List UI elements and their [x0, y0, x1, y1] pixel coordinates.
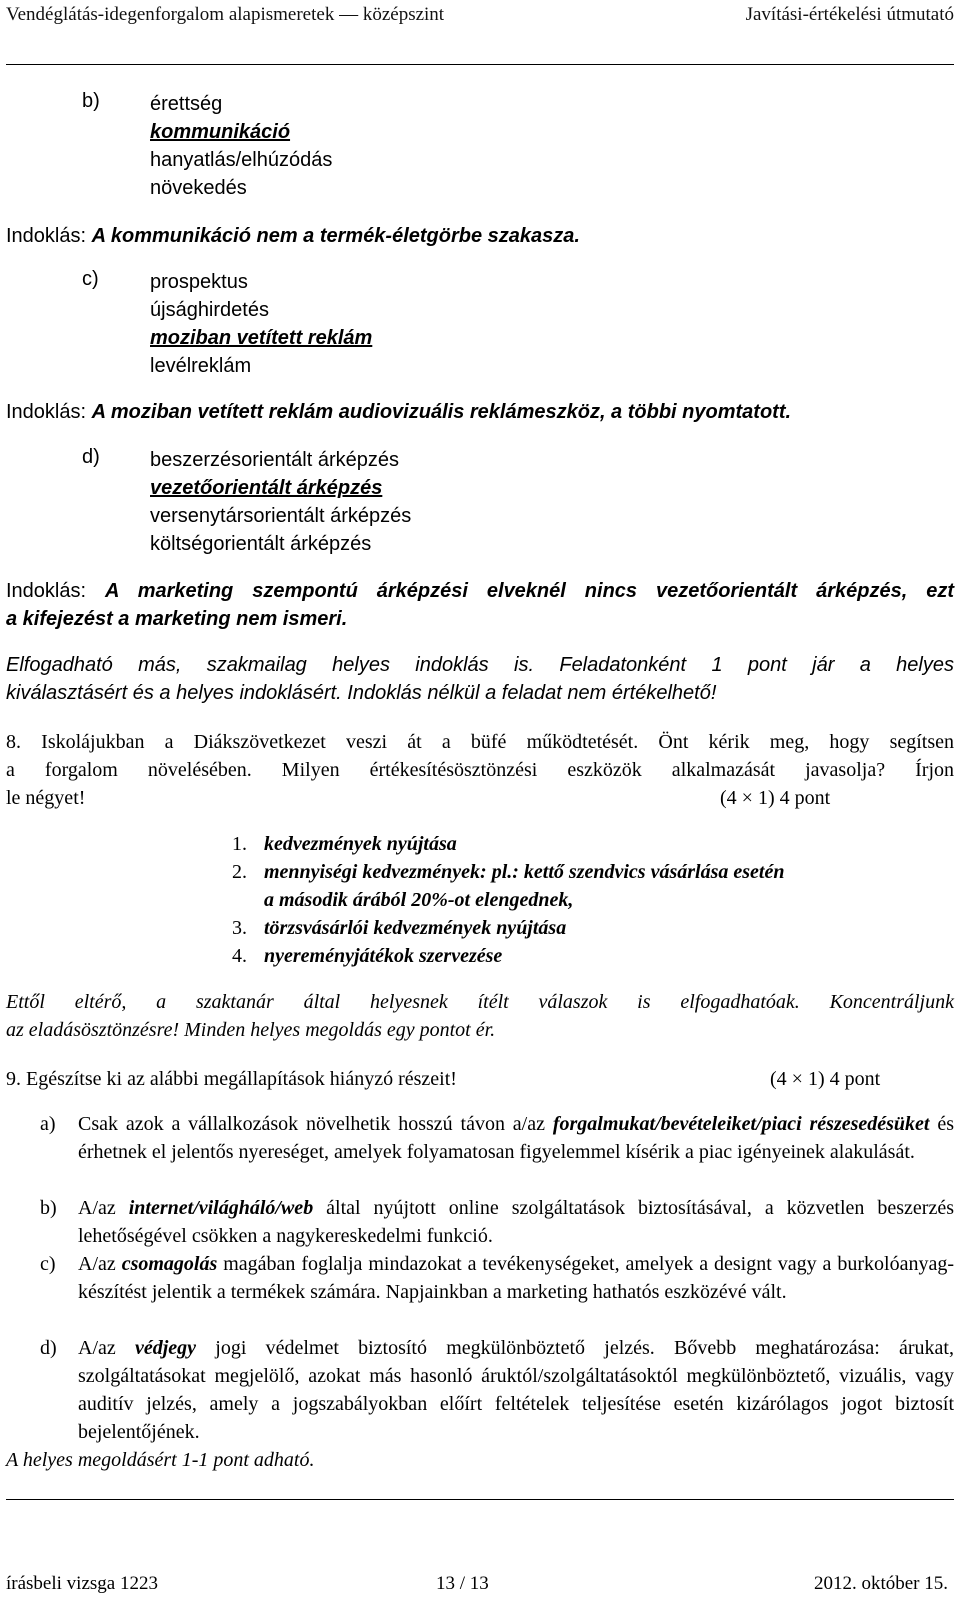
note-2-line-2: az eladásösztönzésre! Minden helyes megoldás egy pontot ér.: [6, 1019, 496, 1041]
footer-date: 2012. október 15.: [813, 1573, 948, 1594]
item-b-option-2-correct: kommunikáció: [150, 121, 291, 143]
note-1-line-1: Elfogadható más, szakmailag helyes indoklás is. Feladatonként 1 pont jár a helyes: [6, 654, 954, 676]
question-9-a-post: és érhetnek el jelentős nyereséget, amelyek folyamatosan figyelemmel kísérik a piac igényeinek alakulását.: [78, 1113, 954, 1163]
question-9-b-label: b): [40, 1197, 57, 1219]
answer-1-number: 1.: [232, 833, 247, 855]
item-c-options: [150, 268, 372, 380]
question-9-a-answer: forgalmukat/bevételeiket/piaci részesedésüket: [552, 1113, 930, 1135]
question-9-title: 9. Egészítse ki az alábbi megállapítások hiányzó részeit!: [6, 1068, 457, 1090]
question-9-title-row: [6, 1065, 954, 1093]
answer-4-number: 4.: [232, 945, 247, 967]
question-8-line-1: 8. Iskolájukban a Diákszövetkezet veszi át a büfé működtetését. Önt kérik meg, hogy segítsen: [6, 731, 954, 753]
question-9-d-pre: A/az: [78, 1337, 135, 1359]
item-c-option-4: levélreklám: [150, 355, 252, 377]
answer-3: [232, 914, 930, 942]
footer-exam-code: írásbeli vizsga 1223: [6, 1573, 158, 1594]
question-9-a-pre: Csak azok a vállalkozások növelhetik hosszú távon a/az: [78, 1113, 553, 1135]
question-9-d-answer: védjegy: [134, 1337, 197, 1359]
question-8-line-2: a forgalom növelésében. Milyen értékesítésösztönzési eszközök alkalmazását javasolja? Írjon: [6, 759, 954, 781]
question-9-item-c: [6, 1250, 954, 1306]
item-c-option-2: újsághirdetés: [150, 299, 269, 321]
question-8-points: (4 × 1) 4 pont: [720, 787, 831, 809]
item-b-reason-text: A kommunikáció nem a termék-életgörbe szakasza.: [91, 225, 580, 247]
footer-page-number: 13 / 13: [436, 1573, 489, 1594]
question-8-answers: [232, 830, 930, 970]
item-d-reason-text-1: A marketing szempontú árképzési elveknél nincs vezetőorientált árképzés, ezt: [105, 580, 955, 602]
item-d-label: d): [82, 446, 100, 468]
item-d-reason-line-1: [6, 577, 954, 605]
item-d-option-1: beszerzésorientált árképzés: [150, 449, 400, 471]
question-9-note: A helyes megoldásért 1-1 pont adható.: [6, 1449, 315, 1471]
question-9-d-post: jogi védelmet biztosító megkülönböztető jelzés. Bővebb meghatározása: árukat, szolgáltatásokat megjelölő, azokat más hasonló áruktól/szolgáltatásoktól megkülönböztető, vizuális, vagy auditív jelzés, amely a jogszabályokban előírt feltételek teljesítése esetén kizárólagos jogot biztosít bejelentőjének.: [78, 1337, 954, 1443]
question-8-line-3: [6, 784, 954, 812]
item-b-label: b): [82, 90, 100, 112]
header-subtitle: Javítási-értékelési útmutató: [745, 4, 954, 25]
note-1-line-2: kiválasztásért és a helyes indoklásért. Indoklás nélkül a feladat nem értékelhető!: [6, 682, 717, 704]
item-d-option-3: versenytársorientált árképzés: [150, 505, 412, 527]
footer-rule: [6, 1499, 954, 1500]
question-9-c-pre: A/az: [78, 1253, 122, 1275]
question-9-b-answer: internet/világháló/web: [128, 1197, 314, 1219]
answer-2: [232, 858, 930, 886]
question-9-b-post: által nyújtott online szolgáltatások biztosításával, a közvetlen beszerzés lehetőségével csökken a nagykereskedelmi funkció.: [78, 1197, 954, 1247]
item-b-option-3: hanyatlás/elhúzódás: [150, 149, 333, 171]
item-b-options: [150, 90, 332, 202]
answer-3-text: törzsvásárlói kedvezmények nyújtása: [264, 917, 567, 939]
item-c-label: c): [82, 268, 99, 290]
item-c-option-1: prospektus: [150, 271, 248, 293]
item-c-reason-prefix: Indoklás:: [6, 401, 87, 423]
question-9-points: (4 × 1) 4 pont: [770, 1068, 881, 1090]
item-c-reason-text: A moziban vetített reklám audiovizuális reklámeszköz, a többi nyomtatott.: [91, 401, 792, 423]
item-b-option-4: növekedés: [150, 177, 247, 199]
question-9-c-post: magában foglalja mindazokat a tevékenységeket, amelyek a designt vagy a burkolóanyag-készítést jelentik a termékek számára. Napjainkban a marketing hathatós eszközévé vált.: [78, 1253, 954, 1303]
answer-4-text: nyereményjátékok szervezése: [264, 945, 503, 967]
item-d-options: [150, 446, 411, 558]
question-9-a-label: a): [40, 1113, 56, 1135]
header-title: Vendéglátás-idegenforgalom alapismeretek — középszint: [6, 4, 445, 25]
answer-2-text-cont: a második árából 20%-ot elengednek,: [264, 889, 574, 911]
answer-1: [232, 830, 930, 858]
item-d-reason-line-2: a kifejezést a marketing nem ismeri.: [6, 608, 348, 630]
item-c-option-3-correct: moziban vetített reklám: [150, 327, 373, 349]
item-b-option-1: érettség: [150, 93, 223, 115]
question-9-c-label: c): [40, 1253, 56, 1275]
item-b-reason-prefix: Indoklás:: [6, 225, 87, 247]
question-8-line-3-text: le négyet!: [6, 787, 86, 809]
item-d-option-4: költségorientált árképzés: [150, 533, 372, 555]
item-b-reason: [6, 222, 954, 250]
answer-1-text: kedvezmények nyújtása: [264, 833, 457, 855]
question-9-b-pre: A/az: [78, 1197, 129, 1219]
question-9-c-answer: csomagolás: [121, 1253, 218, 1275]
item-d-option-2-correct: vezetőorientált árképzés: [150, 477, 383, 499]
answer-2-text: mennyiségi kedvezmények: pl.: kettő szendvics vásárlása esetén: [264, 861, 785, 883]
note-2-line-1: Ettől eltérő, a szaktanár által helyesnek ítélt válaszok is elfogadhatóak. Koncentráljunk: [6, 991, 954, 1013]
item-c-reason: [6, 398, 954, 426]
question-9-item-b: [6, 1194, 954, 1250]
item-d-reason-prefix: Indoklás:: [6, 580, 87, 602]
answer-3-number: 3.: [232, 917, 247, 939]
answer-4: [232, 942, 930, 970]
question-9-d-label: d): [40, 1337, 57, 1359]
answer-2-continued: [232, 886, 930, 914]
question-9-item-d: [6, 1334, 954, 1446]
question-9-item-a: [6, 1110, 954, 1166]
header-rule: [6, 64, 954, 65]
answer-2-number: 2.: [232, 861, 247, 883]
